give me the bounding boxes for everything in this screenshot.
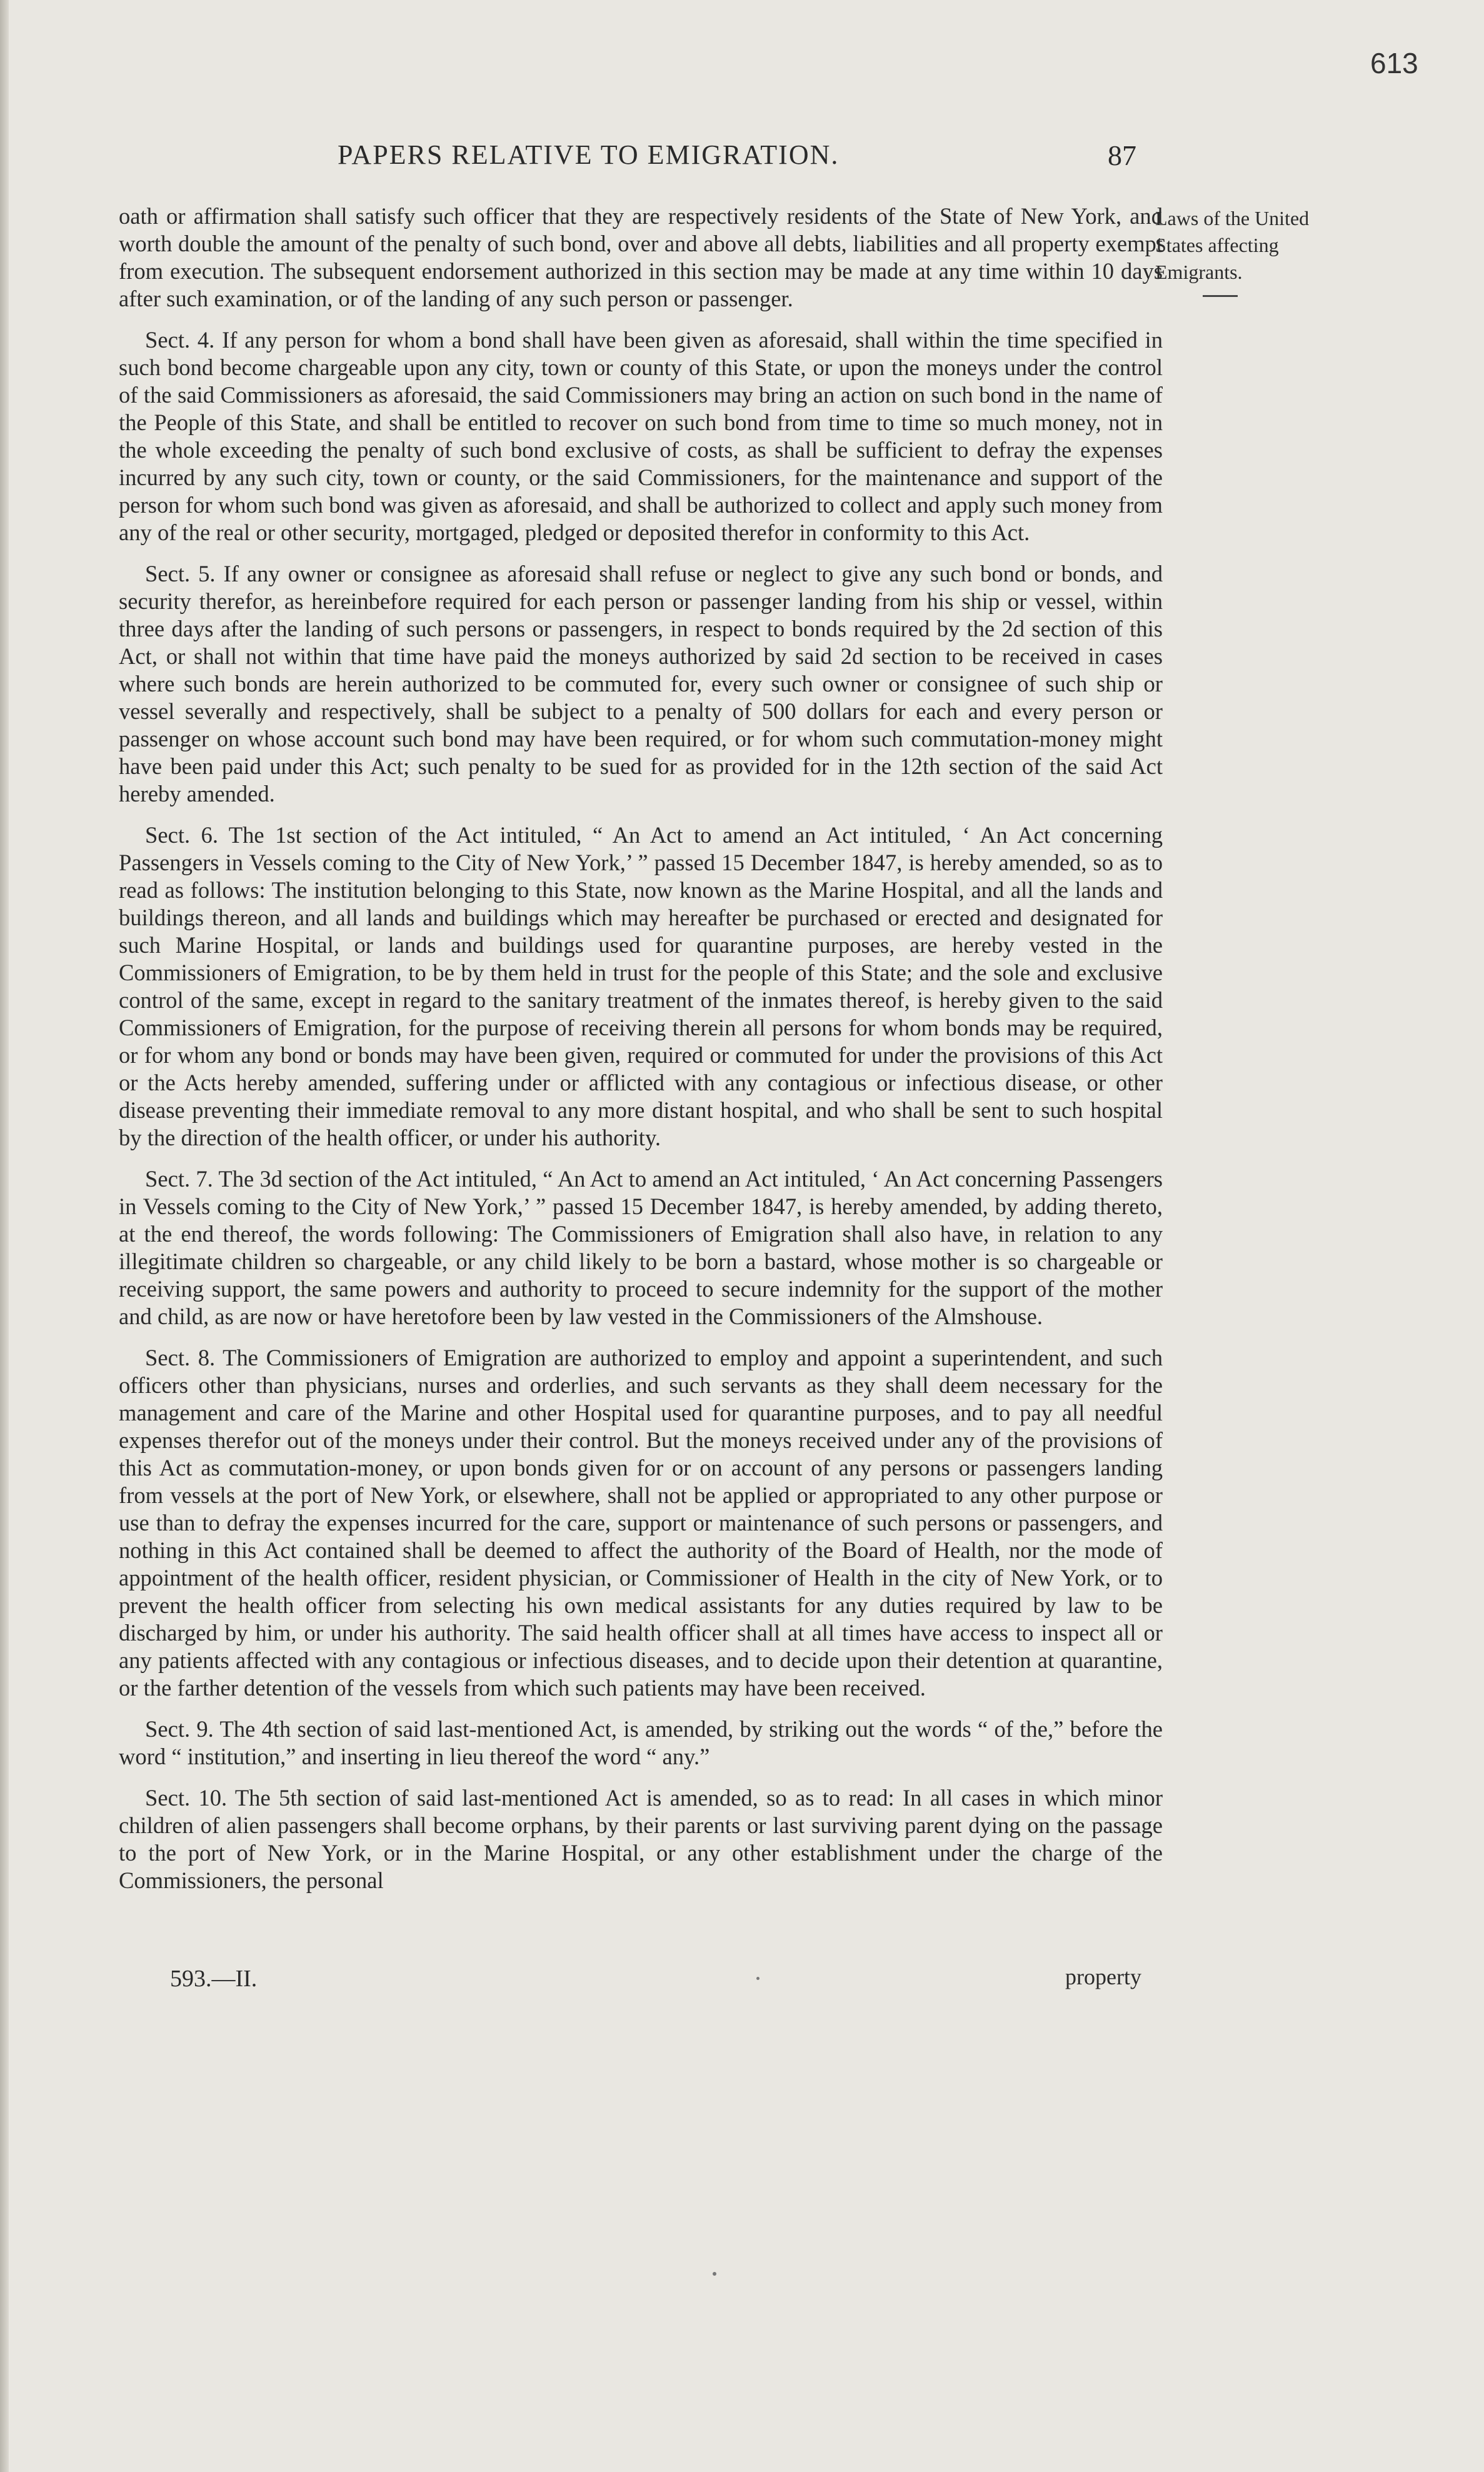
printer-signature: 593.—II.	[170, 1966, 258, 1992]
stamped-page-number: 613	[1370, 47, 1418, 79]
paragraph-sect-10: Sect. 10. The 5th section of said last-mentioned Act is amended, so as to read: In all cases in which minor children of alien passengers shall become orphans, by their parents or last surviving parent dying on the passage to the port of New York, or in the Marine Hospital, or any other establishment under the charge of the Commissioners, the personal	[119, 1785, 1163, 1893]
marginal-note-line: States affecting	[1155, 234, 1279, 256]
binding-edge	[0, 0, 9, 2472]
marginal-note-line: Laws of the United	[1155, 207, 1310, 229]
paragraph-sect-7: Sect. 7. The 3d section of the Act intituled, “ An Act to amend an Act intituled, ‘ An Act concerning Passengers in Vessels coming to the City of New York,’ ” passed 15 December 1847, is hereby amended, by adding thereto, at the end thereof, the words following: The Commissioners of Emigration shall also have, in relation to any illegitimate children so chargeable, or any child likely to be born a bastard, whose mother is so chargeable or receiving support, the same powers and authority to proceed to secure indemnity for the support of the mother and child, as are now or have heretofore been by law vested in the Commissioners of the Almshouse.	[119, 1166, 1163, 1329]
marginal-note-line: Emigrants.	[1155, 261, 1243, 283]
paragraph-sect-4: Sect. 4. If any person for whom a bond shall have been given as aforesaid, shall within the time specified in such bond become chargeable upon any city, town or county of this State, or upon the moneys under the control of the said Commissioners as aforesaid, the said Commissioners may bring an action on such bond in the name of the People of this State, and shall be entitled to recover on such bond from time to time so much money, not in the whole exceeding the penalty of such bond exclusive of costs, as shall be sufficient to defray the expenses incurred by any such city, town or county, or the said Commissioners, for the maintenance and support of the person for whom such bond was given as aforesaid, and shall be authorized to collect and apply such money from any of the real or other security, mortgaged, pledged or deposited therefor in conformity to this Act.	[119, 327, 1163, 545]
paragraph-continuation: oath or affirmation shall satisfy such officer that they are respectively residents of the State of New York, and worth double the amount of the penalty of such bond, over and above all debts, liabilities and all property exempt from execution. The subsequent endorsement authorized in this section may be made at any time within 10 days after such examination, or of the landing of any such person or passenger.	[119, 203, 1163, 311]
paper-speck	[756, 1977, 760, 1980]
catchword: property	[1065, 1964, 1141, 1989]
marginal-dash-divider	[1203, 295, 1238, 297]
paragraph-sect-5: Sect. 5. If any owner or consignee as aforesaid shall refuse or neglect to give any such bond or bonds, and security therefor, as hereinbefore required for each person or passenger landing from his ship or vessel, within three days after the landing of such persons or passengers, in respect to bonds required by the 2d section of this Act, or shall not within that time have paid the moneys authorized by said 2d section to be received in cases where such bonds are herein authorized to be commuted for, every such owner or consignee of such ship or vessel severally and respectively, shall be subject to a penalty of 500 dollars for each and every person or passenger on whose account such bond may have been required, or for whom such commutation-money might have been paid under this Act; such penalty to be sued for as provided for in the 12th section of the said Act hereby amended.	[119, 561, 1163, 806]
paper-speck	[713, 2272, 716, 2276]
body-text	[119, 203, 1163, 1908]
running-head	[338, 139, 1165, 176]
paragraph-sect-9: Sect. 9. The 4th section of said last-mentioned Act, is amended, by striking out the words “ of the,” before the word “ institution,” and inserting in lieu thereof the word “ any.”	[119, 1716, 1163, 1769]
page-number: 87	[1108, 139, 1136, 171]
paragraph-sect-6: Sect. 6. The 1st section of the Act intituled, “ An Act to amend an Act intituled, ‘ An Act concerning Passengers in Vessels coming to the City of New York,’ ” passed 15 December 1847, is hereby amended, so as to read as follows: The institution belonging to this State, now known as the Marine Hospital, and all the lands and buildings thereon, and all lands and buildings which may hereafter be purchased or erected and designated for such Marine Hospital, or lands and buildings used for quarantine purposes, are hereby vested in the Commissioners of Emigration, to be by them held in trust for the people of this State; and the sole and exclusive control of the same, except in regard to the sanitary treatment of the inmates thereof, is hereby given to the said Commissioners of Emigration, for the purpose of receiving therein all persons for whom bonds may be required, or for whom any bond or bonds may have been given, required or commuted for under the provisions of this Act or the Acts hereby amended, suffering under or afflicted with any contagious or infectious disease, or other disease preventing their immediate removal to any more distant hospital, and who shall be sent to such hospital by the direction of the health officer, or under his authority.	[119, 822, 1163, 1150]
marginal-note	[1155, 205, 1393, 286]
running-head-title: PAPERS RELATIVE TO EMIGRATION.	[338, 139, 840, 170]
paragraph-sect-8: Sect. 8. The Commissioners of Emigration are authorized to employ and appoint a superintendent, and such officers other than physicians, nurses and orderlies, and such servants as they shall deem necessary for the management and care of the Marine and other Hospital used for quarantine purposes, and to pay all needful expenses therefor out of the moneys under their control. But the moneys received under any of the provisions of this Act as commutation-money, or upon bonds given for or on account of any persons or passengers landing from vessels at the port of New York, or elsewhere, shall not be applied or appropriated to any other purpose or use than to defray the expenses incurred for the care, support or maintenance of such persons or passengers, and nothing in this Act contained shall be deemed to affect the authority of the Board of Health, nor the mode of appointment of the health officer, resident physician, or Commissioner of Health in the city of New York, or to prevent the health officer from selecting his own medical assistants for any duties required by law to be discharged by him, or under his authority. The said health officer shall at all times have access to inspect all or any patients affected with any contagious or infectious diseases, and to decide upon their detention at quarantine, or the farther detention of the vessels from which such patients may have been received.	[119, 1345, 1163, 1701]
